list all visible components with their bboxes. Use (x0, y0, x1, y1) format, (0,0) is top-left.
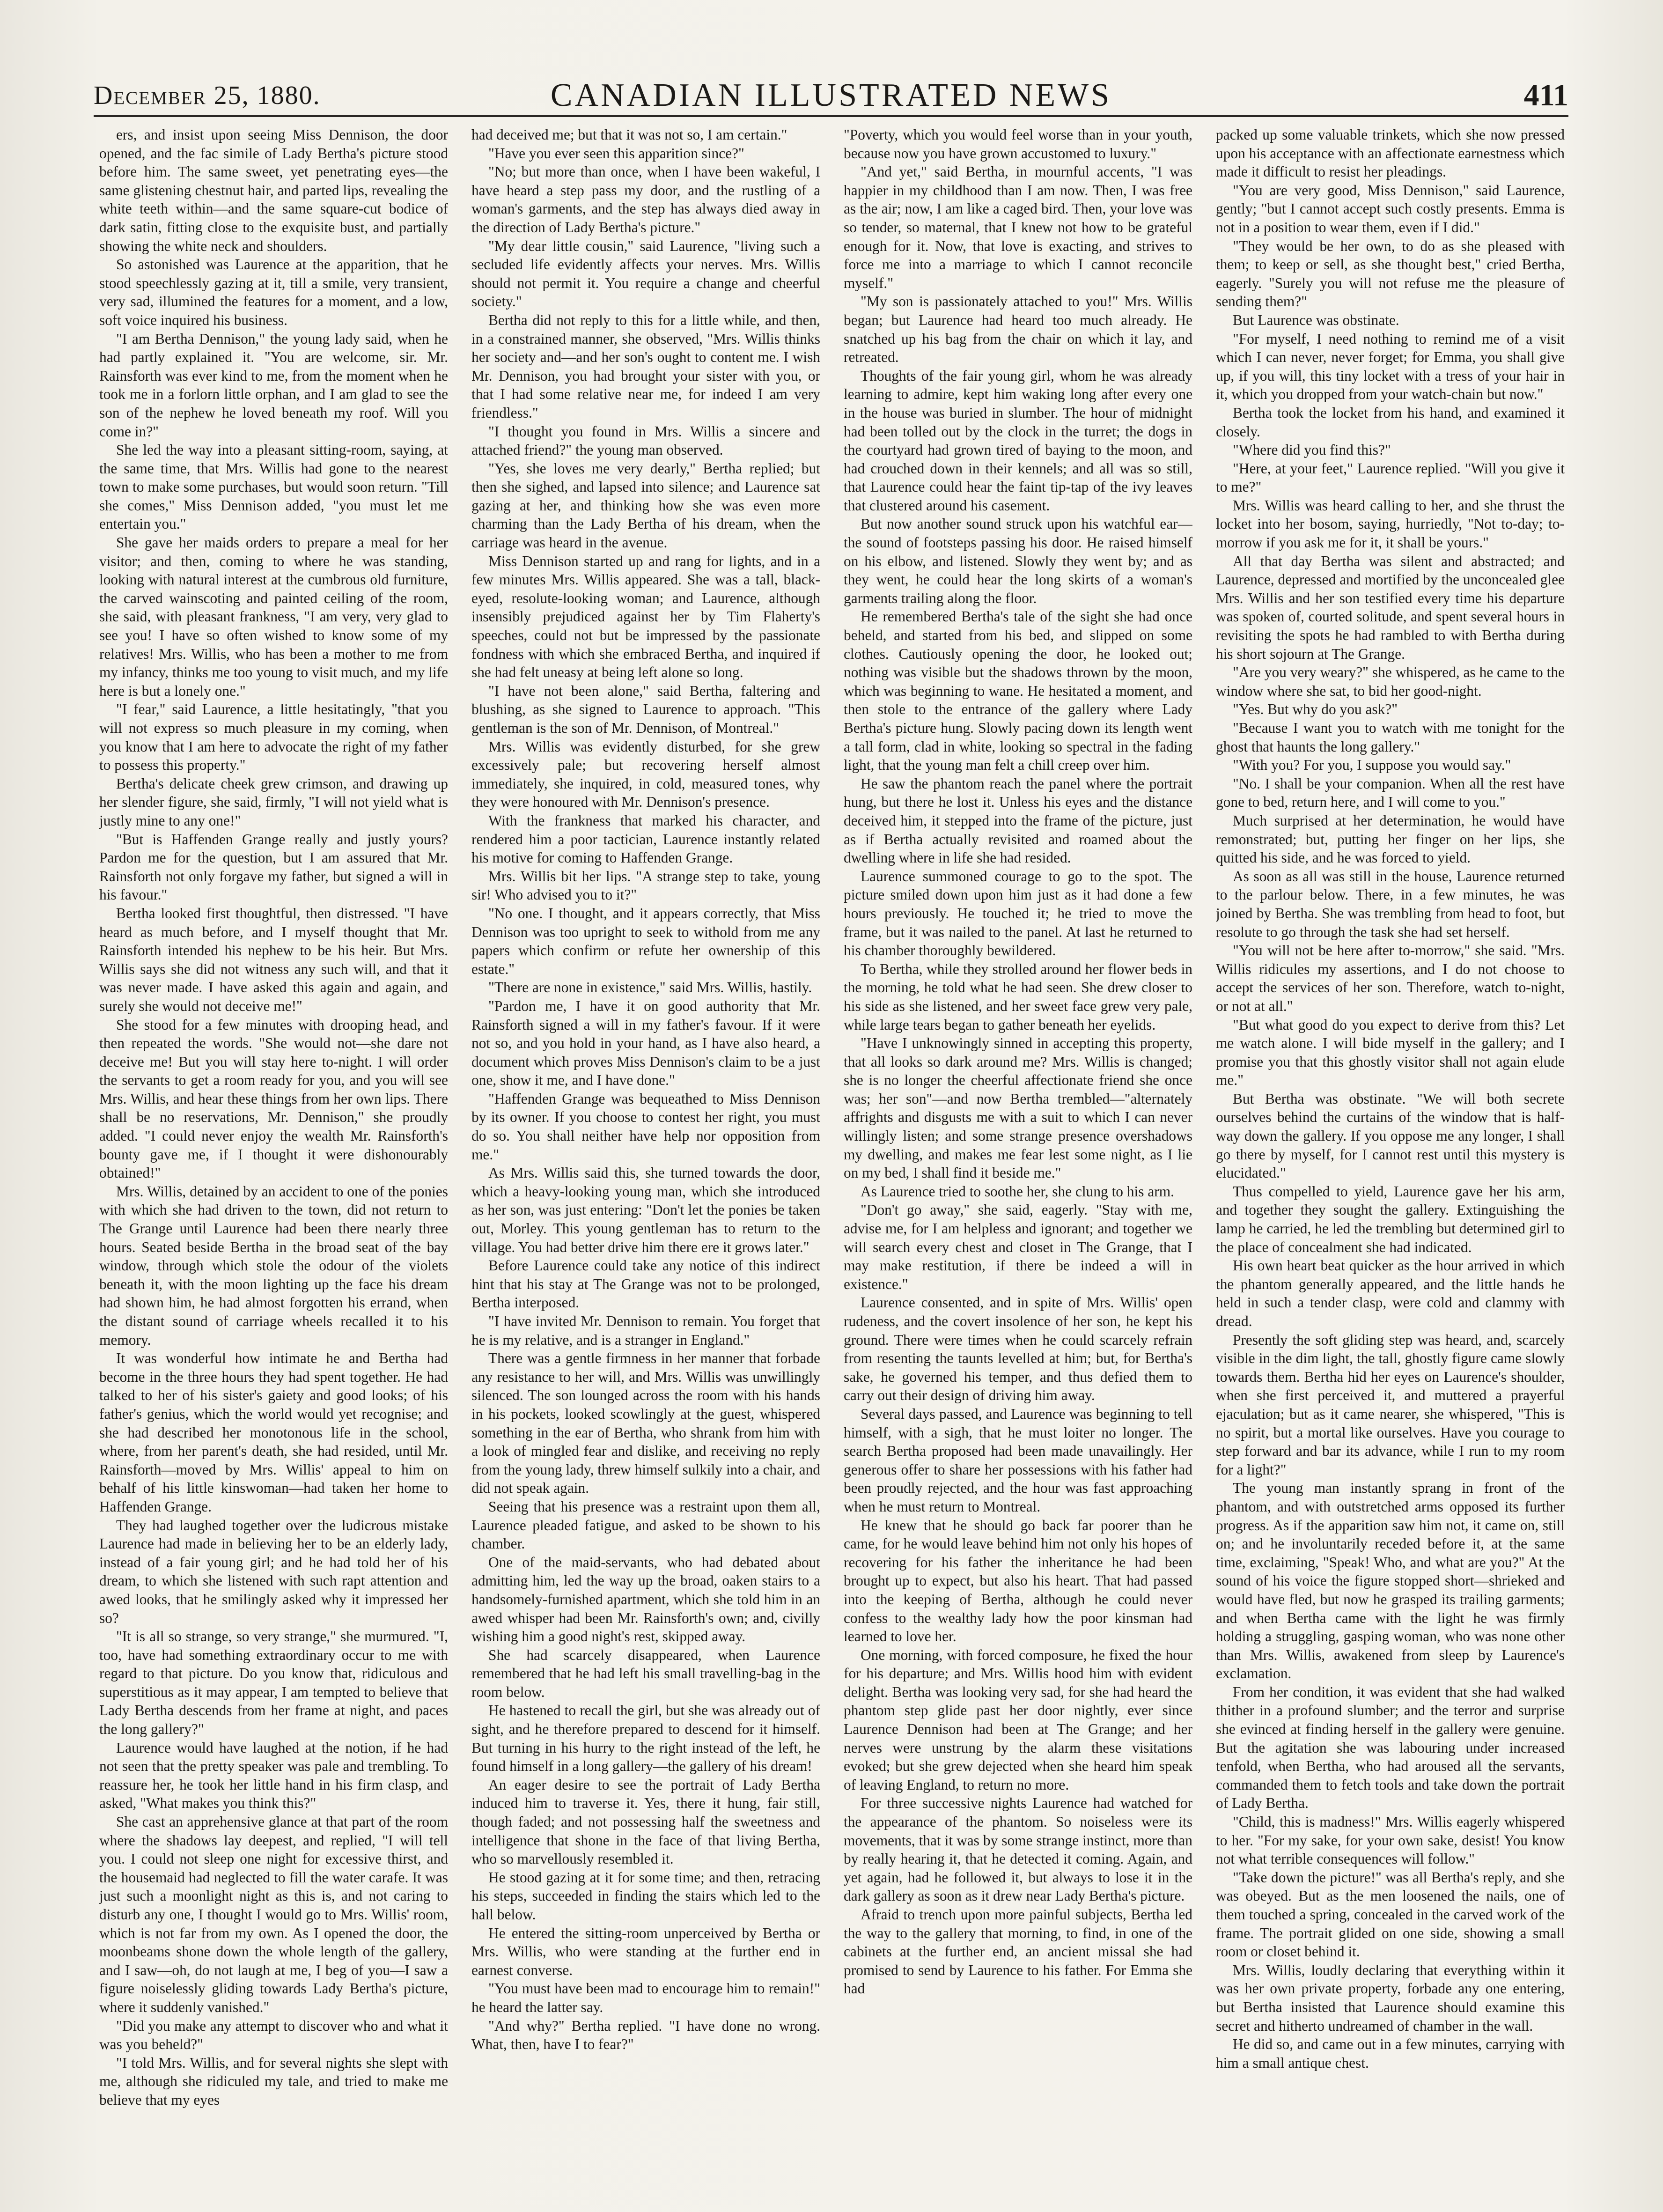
paragraph: "Poverty, which you would feel worse than in your youth, because now you have grown accustomed to luxury." (844, 126, 1192, 162)
paragraph: "Child, this is madness!" Mrs. Willis eagerly whispered to her. "For my sake, for your own sake, desist! You know not what terrible consequences will follow." (1216, 1814, 1565, 1867)
paragraph: Bertha's delicate cheek grew crimson, and drawing up her slender figure, she said, firmly, "I will not yield what is justly mine to any one!" (99, 775, 448, 829)
paragraph: An eager desire to see the portrait of Lady Bertha induced him to traverse it. Yes, there it hung, fair still, though faded; and not possessing half the sweetness and intelligence that shone in the face of that living Bertha, who so marvellously resembled it. (471, 1776, 820, 1867)
paragraph: Several days passed, and Laurence was beginning to tell himself, with a sigh, that he must loiter no longer. The search Bertha proposed had been made unavailingly. Her generous offer to share her possessions with his father had been proudly rejected, and the hour was fast approaching when he must return to Montreal. (844, 1405, 1192, 1515)
paragraph: "I have invited Mr. Dennison to remain. You forget that he is my relative, and is a stranger in England." (471, 1313, 820, 1348)
paragraph: She led the way into a pleasant sitting-room, saying, at the same time, that Mrs. Willis had gone to the nearest town to make some purchases, but would soon return. "Till she comes," Miss Dennison added, "you must let me entertain you." (99, 442, 448, 532)
paragraph: "My dear little cousin," said Laurence, "living such a secluded life evidently affects your nerves. Mrs. Willis should not permit it. You require a change and cheerful society." (471, 237, 820, 310)
text-column-3 (844, 125, 1192, 2134)
paragraph: He hastened to recall the girl, but she was already out of sight, and he therefore prepared to descend for it himself. But turning in his hurry to the right instead of the left, he found himself in a long gallery—the gallery of his dream! (471, 1702, 820, 1775)
paragraph: His own heart beat quicker as the hour arrived in which the phantom generally appeared, and the little hands he held in such a tender clasp, were cold and clammy with dread. (1216, 1257, 1565, 1329)
paragraph: "I told Mrs. Willis, and for several nights she slept with me, although she ridiculed my tale, and tried to make me believe that my eyes (99, 2054, 448, 2108)
paragraph: Presently the soft gliding step was heard, and, scarcely visible in the dim light, the tall, ghostly figure came slowly towards them. Bertha hid her eyes on Laurence's shoulder, when she first perceived it, and muttered a prayerful ejaculation; but as it came nearer, she whispered, "This is no spirit, but a mortal like ourselves. Have you courage to step forward and bar its advance, while I run to my room for a light?" (1216, 1331, 1565, 1478)
paragraph: Laurence would have laughed at the notion, if he had not seen that the pretty speaker was pale and trembling. To reassure her, he took her little hand in his firm clasp, and asked, "What makes you think this?" (99, 1739, 448, 1812)
paragraph: "No. I shall be your companion. When all the rest have gone to bed, return here, and I will come to you." (1216, 775, 1565, 811)
paragraph: The young man instantly sprang in front of the phantom, and with outstretched arms opposed its further progress. As if the apparition saw him not, it came on, still on; and he involuntarily receded before it, at the same time, exclaiming, "Speak! Who, and what are you?" At the sound of his voice the figure stopped short—shrieked and would have fled, but now he grasped its trailing garments; and when Bertha came with the light he was firmly holding a struggling, gasping woman, who was none other than Mrs. Willis, awakened from sleep by Laurence's exclamation. (1216, 1480, 1565, 1682)
paragraph: Afraid to trench upon more painful subjects, Bertha led the way to the gallery that morning, to find, in one of the cabinets at the further end, an ancient missal she had promised to send by Laurence to his father. For Emma she had (844, 1906, 1192, 1997)
paragraph: "Did you make any attempt to discover who and what it was you beheld?" (99, 2017, 448, 2053)
paragraph: Much surprised at her determination, he would have remonstrated; but, putting her finger on her lips, she quitted his side, and he was forced to yield. (1216, 812, 1565, 866)
paragraph: But Bertha was obstinate. "We will both secrete ourselves behind the curtains of the window that is half-way down the gallery. If you oppose me any longer, I shall go there by myself, for I cannot rest until this mystery is elucidated." (1216, 1090, 1565, 1181)
paragraph: He entered the sitting-room unperceived by Bertha or Mrs. Willis, who were standing at the further end in earnest converse. (471, 1924, 820, 1978)
paragraph: As Mrs. Willis said this, she turned towards the door, which a heavy-looking young man, which she introduced as her son, was just entering: "Don't let the ponies be taken out, Morley. This young gentleman has to return to the village. You had better drive him there ere it grows later." (471, 1165, 820, 1255)
paragraph: "They would be her own, to do as she pleased with them; to keep or sell, as she thought best," cried Bertha, eagerly. "Surely you will not refuse me the pleasure of sending them?" (1216, 237, 1565, 310)
paragraph: One of the maid-servants, who had debated about admitting him, led the way up the broad, oaken stairs to a handsomely-furnished apartment, which she told him in an awed whisper had been Mr. Rainsforth's own; and, civilly wishing him a good night's rest, skipped away. (471, 1554, 820, 1645)
paragraph: "No; but more than once, when I have been wakeful, I have heard a step pass my door, and the rustling of a woman's garments, and the step has always died away in the direction of Lady Bertha's picture." (471, 163, 820, 236)
paragraph: As Laurence tried to soothe her, she clung to his arm. (861, 1183, 1174, 1200)
paragraph: "Have you ever seen this apparition since?" (488, 145, 744, 162)
paragraph: It was wonderful how intimate he and Bertha had become in the three hours they had spent together. He had talked to her of his sister's gaiety and good looks; of his father's genius, which the world would yet recognise; and she had described her monotonous life in the school, where, from her parent's death, she had resided, until Mr. Rainsforth—moved by Mrs. Willis' appeal to him on behalf of his little kinswoman—had taken her home to Haffenden Grange. (99, 1350, 448, 1515)
paragraph: But Laurence was obstinate. (1233, 311, 1399, 328)
paragraph: "But is Haffenden Grange really and justly yours? Pardon me for the question, but I am assured that Mr. Rainsforth not only forgave my father, but signed a will in his favour." (99, 831, 448, 903)
paragraph: "I am Bertha Dennison," the young lady said, when he had partly explained it. "You are welcome, sir. Mr. Rainsforth was ever kind to me, from the moment when he took me in a forlorn little orphan, and I am glad to see the son of the nephew he loved beneath my roof. Will you come in?" (99, 330, 448, 440)
paragraph: "My son is passionately attached to you!" Mrs. Willis began; but Laurence had heard too much already. He snatched up his bag from the chair on which it lay, and retreated. (844, 293, 1192, 366)
article-columns (99, 125, 1565, 2134)
paragraph: "And yet," said Bertha, in mournful accents, "I was happier in my childhood than I am now. Then, I was free as the air; now, I am like a caged bird. Then, your love was so tender, so maternal, that I knew not how to be grateful enough for it. Now, that love is exacting, and strives to force me into a marriage to which I cannot reconcile myself." (844, 163, 1192, 291)
header-rule (94, 115, 1568, 117)
paragraph: She gave her maids orders to prepare a meal for her visitor; and then, coming to where he was standing, looking with natural interest at the cumbrous old furniture, the carved wainscoting and painted ceiling of the room, she said, with pleasant frankness, "I am very, very glad to see you! I have so often wished to know some of my relatives! Mrs. Willis, who has been a mother to me from my infancy, thinks me too young to visit much, and my life here is but a lonely one." (99, 534, 448, 699)
issue-date: December 25, 1880. (94, 81, 321, 110)
paragraph: He saw the phantom reach the panel where the portrait hung, but there he lost it. Unless his eyes and the distance deceived him, it stepped into the frame of the picture, just as if Bertha actually revisited and roamed about the dwelling where in life she had resided. (844, 775, 1192, 866)
paragraph: Miss Dennison started up and rang for lights, and in a few minutes Mrs. Willis appeared. She was a tall, black-eyed, resolute-looking woman; and Laurence, although insensibly prejudiced against her by Tim Flaherty's speeches, could not but be impressed by the passionate fondness with which she embraced Bertha, and inquired if she had felt uneasy at being left alone so long. (471, 553, 820, 681)
paragraph: "With you? For you, I suppose you would say." (1233, 757, 1511, 774)
paragraph: She had scarcely disappeared, when Laurence remembered that he had left his small travelling-bag in the room below. (471, 1646, 820, 1700)
paragraph: Seeing that his presence was a restraint upon them all, Laurence pleaded fatigue, and asked to be shown to his chamber. (471, 1498, 820, 1552)
masthead-title: CANADIAN ILLUSTRATED NEWS (550, 77, 1112, 113)
paragraph: One morning, with forced composure, he fixed the hour for his departure; and Mrs. Willis hood him with evident delight. Bertha was looking very sad, for she had heard the phantom step glide past her door nightly, ever since Laurence Dennison had been at The Grange; and her nerves were unstrung by the alarm these visitations evoked; but she grew dejected when she heard him speak of leaving England, to return no more. (844, 1646, 1192, 1793)
paragraph: So astonished was Laurence at the apparition, that he stood speechlessly gazing at it, till a smile, very transient, very sad, illumined the features for a moment, and a low, soft voice inquired his business. (99, 256, 448, 328)
paragraph: Thoughts of the fair young girl, whom he was already learning to admire, kept him waking long after every one in the house was buried in slumber. The hour of midnight had been tolled out by the clock in the turret; the dogs in the courtyard had grown tired of baying to the moon, and had crouched down in their kennels; and all was so still, that Laurence could hear the faint tip-tap of the ivy leaves that clustered around his casement. (844, 367, 1192, 514)
paragraph: Bertha did not reply to this for a little while, and then, in a constrained manner, she observed, "Mrs. Willis thinks her society and—and her son's ought to content me. I wish Mr. Dennison, you had brought your sister with you, or that I had some relative near me, for indeed I am very friendless." (471, 311, 820, 421)
paragraph: "I thought you found in Mrs. Willis a sincere and attached friend?" the young man observed. (471, 423, 820, 458)
paragraph: There was a gentle firmness in her manner that forbade any resistance to her will, and Mrs. Willis was unwillingly silenced. The son lounged across the room with his hands in his pockets, looked scowlingly at the guest, whispered something in the ear of Bertha, who shrank from him with a look of mingled fear and dislike, and receiving no reply from the young lady, threw himself sulkily into a chair, and did not speak again. (471, 1350, 820, 1497)
paragraph: "You are very good, Miss Dennison," said Laurence, gently; "but I cannot accept such costly presents. Emma is not in a position to wear them, even if I did." (1216, 182, 1565, 236)
paragraph: Mrs. Willis bit her lips. "A strange step to take, young sir! Who advised you to it?" (471, 868, 820, 903)
paragraph: "Don't go away," she said, eagerly. "Stay with me, advise me, for I am helpless and ignorant; and together we will search every chest and closet in The Grange, that I may make restitution, if there be indeed a will in existence." (844, 1202, 1192, 1292)
paragraph: Mrs. Willis, loudly declaring that everything within it was her own private property, forbade any one entering, but Bertha insisted that Laurence should examine this secret and hitherto undreamed of chamber in the wall. (1216, 1961, 1565, 2034)
paragraph: With the frankness that marked his character, and rendered him a poor tactician, Laurence instantly related his motive for coming to Haffenden Grange. (471, 812, 820, 866)
paragraph: "It is all so strange, so very strange," she murmured. "I, too, have had something extraordinary occur to me with regard to that picture. Do you know that, ridiculous and superstitious as it may appear, I am tempted to believe that Lady Bertha descends from her frame at night, and paces the long gallery?" (99, 1628, 448, 1738)
paragraph: Thus compelled to yield, Laurence gave her his arm, and together they sought the gallery. Extinguishing the lamp he carried, he led the trembling but determined girl to the place of concealment she had indicated. (1216, 1183, 1565, 1255)
paragraph: But now another sound struck upon his watchful ear—the sound of footsteps passing his door. He raised himself on his elbow, and listened. Slowly they went by; and as they went, he could hear the long skirts of a woman's garments trailing along the floor. (844, 516, 1192, 606)
page-header (94, 70, 1568, 112)
paragraph: He remembered Bertha's tale of the sight she had once beheld, and started from his bed, and slipped on some clothes. Cautiously opening the door, he looked out; nothing was visible but the shadows thrown by the moon, which was beginning to wane. He hesitated a moment, and then stole to the entrance of the gallery where Lady Bertha's picture hung. Slowly pacing down its length went a tall form, clad in white, looking so spectral in the fading light, that the young man felt a chill creep over him. (844, 608, 1192, 774)
paragraph: "I have not been alone," said Bertha, faltering and blushing, as she signed to Laurence to approach. "This gentleman is the son of Mr. Dennison, of Montreal." (471, 682, 820, 736)
paragraph: "You will not be here after to-morrow," she said. "Mrs. Willis ridicules my assertions, and I do not choose to accept the services of her son. Therefore, watch to-night, or not at all." (1216, 942, 1565, 1014)
paragraph: ers, and insist upon seeing Miss Dennison, the door opened, and the fac simile of Lady Bertha's picture stood before him. The same sweet, yet penetrating eyes—the same glistening chestnut hair, and parted lips, revealing the white teeth within—and the same square-cut bodice of dark satin, fitting close to the exquisite bust, and partially showing the white neck and shoulders. (99, 126, 448, 254)
paragraph: Bertha looked first thoughtful, then distressed. "I have heard as much before, and I myself thought that Mr. Rainsforth intended his nephew to be his heir. But Mrs. Willis says she did not witness any such will, and that it was never made. I have asked this again and again, and surely she would not deceive me!" (99, 905, 448, 1014)
paragraph: "And why?" Bertha replied. "I have done no wrong. What, then, have I to fear?" (471, 2017, 820, 2053)
paragraph: She stood for a few minutes with drooping head, and then repeated the words. "She would not—she dare not deceive me! But you will stay here to-night. I will order the servants to get a room ready for you, and you will see Mrs. Willis, and hear these things from her own lips. There shall be no reservations, Mr. Dennison," she proudly added. "I could never enjoy the wealth Mr. Rainsforth's bounty gave me, if I thought it were dishonourably obtained!" (99, 1016, 448, 1181)
paragraph: "Are you very weary?" she whispered, as he came to the window where she sat, to bid her good-night. (1216, 664, 1565, 699)
paragraph: "I fear," said Laurence, a little hesitatingly, "that you will not express so much pleasure in my coming, when you know that I am here to advocate the right of my father to possess this property." (99, 701, 448, 774)
paragraph: "But what good do you expect to derive from this? Let me watch alone. I will bide myself in the gallery; and I promise you that this ghostly visitor shall not again elude me." (1216, 1016, 1565, 1089)
paragraph: Laurence consented, and in spite of Mrs. Willis' open rudeness, and the covert insolence of her son, he kept his ground. There were times when he could scarcely refrain from resenting the taunts levelled at him; but, for Bertha's sake, he governed his temper, and thus defied them to carry out their design of driving him away. (844, 1294, 1192, 1404)
paragraph: For three successive nights Laurence had watched for the appearance of the phantom. So noiseless were its movements, that it was by some strange instinct, more than by really hearing it, that he detected it coming. Again, and yet again, had he followed it, but always to lose it in the dark gallery as soon as it drew near Lady Bertha's picture. (844, 1795, 1192, 1904)
paragraph: "Where did you find this?" (1233, 442, 1391, 458)
paragraph: "Pardon me, I have it on good authority that Mr. Rainsforth signed a will in my father's favour. If it were not so, and you hold in your hand, as I have also heard, a document which proves Miss Dennison's claim to be a just one, show it me, and I have done." (471, 997, 820, 1089)
paragraph: Mrs. Willis was heard calling to her, and she thrust the locket into her bosom, saying, hurriedly, "Not to-day; to-morrow if you ask me for it, it shall be yours." (1216, 497, 1565, 551)
paragraph: They had laughed together over the ludicrous mistake Laurence had made in believing her to be an elderly lady, instead of a fair young girl; and he had told her of his dream, to which she listened with such rapt attention and awed looks, that he smilingly asked why it impressed her so? (99, 1517, 448, 1626)
paragraph: Bertha took the locket from his hand, and examined it closely. (1216, 404, 1565, 440)
paragraph: "Because I want you to watch with me tonight for the ghost that haunts the long gallery." (1216, 720, 1565, 755)
paragraph: Before Laurence could take any notice of this indirect hint that his stay at The Grange was not to be prolonged, Bertha interposed. (471, 1257, 820, 1311)
paragraph: Mrs. Willis, detained by an accident to one of the ponies with which she had driven to the town, did not return to The Grange until Laurence had been there nearly three hours. Seated beside Bertha in the broad seat of the bay window, through which stole the odour of the violets beneath it, with the moon lighting up the face his dream had shown him, he had almost forgotten his errand, when the distant sound of carriage wheels recalled it to his memory. (99, 1183, 448, 1348)
paragraph: He stood gazing at it for some time; and then, retracing his steps, succeeded in finding the stairs which led to the hall below. (471, 1869, 820, 1923)
paragraph: As soon as all was still in the house, Laurence returned to the parlour below. There, in a few minutes, he was joined by Bertha. She was trembling from head to foot, but resolute to go through the task she had set herself. (1216, 868, 1565, 940)
paragraph: "Have I unknowingly sinned in accepting this property, that all looks so dark around me? Mrs. Willis is changed; she is no longer the cheerful affectionate friend she once was; her son"—and now Bertha trembled—"alternately affrights and disgusts me with a suit to which I can never willingly listen; and some strange presence overshadows my dwelling, and makes me fear lest some night, as I lie on my bed, I shall find it beside me." (844, 1035, 1192, 1181)
paragraph: He knew that he should go back far poorer than he came, for he would leave behind him not only his hopes of recovering for his father the inheritance he had been brought up to expect, but also his heart. That had passed into the keeping of Bertha, although he could never confess to the wealthy lady how the poor kinsman had learned to love her. (844, 1517, 1192, 1645)
paragraph: Laurence summoned courage to go to the spot. The picture smiled down upon him just as it had done a few hours previously. He touched it; he tried to move the frame, but it was nailed to the panel. At last he returned to his chamber thoroughly bewildered. (844, 868, 1192, 959)
paragraph: He did so, and came out in a few minutes, carrying with him a small antique chest. (1216, 2036, 1565, 2071)
paragraph: "Here, at your feet," Laurence replied. "Will you give it to me?" (1216, 460, 1565, 495)
paragraph: "You must have been mad to encourage him to remain!" he heard the latter say. (471, 1980, 820, 2015)
paragraph: "Take down the picture!" was all Bertha's reply, and she was obeyed. But as the men loosened the nails, one of them touched a spring, concealed in the carved work of the frame. The portrait glided on one side, showing a small room or closet behind it. (1216, 1869, 1565, 1960)
paragraph: From her condition, it was evident that she had walked thither in a profound slumber; and the terror and surprise she evinced at finding herself in the gallery were genuine. But the agitation she was labouring under increased tenfold, when Bertha, who had aroused all the servants, commanded them to fetch tools and take down the portrait of Lady Bertha. (1216, 1683, 1565, 1812)
paragraph: "There are none in existence," said Mrs. Willis, hastily. (488, 979, 812, 996)
paragraph: All that day Bertha was silent and abstracted; and Laurence, depressed and mortified by the unconcealed glee Mrs. Willis and her son testified every time his departure was spoken of, courted solitude, and spent several hours in revisiting the spots he had rambled to with Bertha during his short sojourn at The Grange. (1216, 553, 1565, 662)
paragraph: "No one. I thought, and it appears correctly, that Miss Dennison was too upright to seek to withold from me any papers which confirm or refute her ownership of this estate." (471, 905, 820, 977)
paragraph: had deceived me; but that it was not so, I am certain." (471, 126, 787, 143)
paragraph: Mrs. Willis was evidently disturbed, for she grew excessively pale; but recovering herself almost immediately, she inquired, in cold, measured tones, why they were honoured with Mr. Dennison's presence. (471, 738, 820, 811)
paragraph: "Haffenden Grange was bequeathed to Miss Dennison by its owner. If you choose to contest her right, you must do so. You shall neither have help nor opposition from me." (471, 1090, 820, 1163)
text-column-1 (99, 125, 448, 2134)
paragraph: "Yes. But why do you ask?" (1233, 701, 1398, 718)
paragraph: "Yes, she loves me very dearly," Bertha replied; but then she sighed, and lapsed into silence; and Laurence sat gazing at her, and thinking how she was even more charming than the Lady Bertha of his dream, when the carriage was heard in the avenue. (471, 460, 820, 551)
paragraph: "For myself, I need nothing to remind me of a visit which I can never, never forget; for Emma, you shall give up, if you will, this tiny locket with a tress of your hair in it, which you dropped from your watch-chain but now." (1216, 330, 1565, 403)
paragraph: packed up some valuable trinkets, which she now pressed upon his acceptance with an affectionate earnestness which made it difficult to resist her pleadings. (1216, 126, 1565, 180)
page-number: 411 (1523, 78, 1568, 112)
paragraph: She cast an apprehensive glance at that part of the room where the shadows lay deepest, and replied, "I will tell you. I could not sleep one night for excessive thirst, and the housemaid had neglected to fill the water carafe. It was just such a moonlight night as this is, and not caring to disturb any one, I thought I would go to Mrs. Willis' room, which is not far from my own. As I opened the door, the moonbeams shone down the whole length of the gallery, and I saw—oh, do not laugh at me, I beg of you—I saw a figure noiselessly gliding towards Lady Bertha's picture, where it suddenly vanished." (99, 1814, 448, 2015)
text-column-4 (1216, 125, 1565, 2134)
text-column-2 (471, 125, 820, 2134)
paragraph: To Bertha, while they strolled around her flower beds in the morning, he told what he had seen. She drew closer to his side as she listened, and her sweet face grew very pale, while large tears began to gather beneath her eyelids. (844, 960, 1192, 1033)
